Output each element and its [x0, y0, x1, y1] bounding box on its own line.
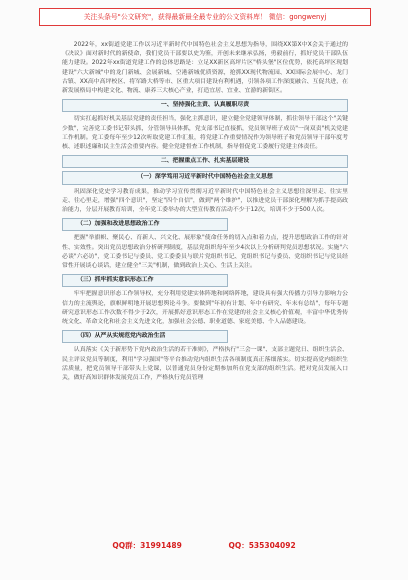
promo-banner: 关注头条号"公文研究"，获得最新最全最专业的公文资料库！ 微信：gongwenyj [39, 8, 371, 26]
subsection-heading-3: （三）抓牢抓实意识形态工作 [62, 274, 228, 287]
paragraph-political-life: 认真落实《关于新形势下党内政治生活的若干准则》，严格执行"三会一课"、支部主题党日、组织生活会、民主评议党员等制度，利用"学习强国"等平台推动党内组织生活各项制度真正落细落实。切实提高党内组织生活质量，把党员领导干部带头上党课，以普通党员身份定期参加所在党支部的组织生活。把对党员发展入口关，做好高知识群体发展党员工作，严格执行党员管理 [62, 347, 348, 382]
paragraph-ideology: 牢牢把握意识形态工作领导权，充分利用党建实体阵地和网络阵地，建设具有强大传播力引导力影响力公信力的主流舆论，旗帜鲜明地开展思想舆论斗争。要做到"年初有计划、年中有研究、年末有总结"，每年专题研究意识形态工作次数不得少于2次，开展抓好意识形态工作在党建的社会主义核心价值观，丰富中华优秀传统文化、革命文化和社会主义先进文化，加强社会公德、职业道德、家庭美德、个人品德建设。 [62, 291, 348, 326]
paragraph-intro: 2022年，xx街道党建工作以习近平新时代中国特色社会主义思想为指导，围绕XX第X中X会关于通过的《决议》面对新时代的新使命，我们党员干部要以史为鉴，开创未来继承弘扬，勇毅前行，抓好党员干部队伍能力建设。2022年xx街道党建工作的总体思路是：立足XX新区高坪片区"桥头堡"区位优势，依托高坪区现划建设"六大新城"中的龙门新城、会展新城、空港新城优质资源，抢抓XX现代物流园、XX国际会展中心、龙门古镇、XX高中高坪校区、将军路大桥等市、区重大项目建设有利机遇，引领各项工作深度融合、互促共进，在新发展格局中构建文化、物流、康养三大核心产业，打造宜居、宜业、宜游的新街区。 [62, 42, 348, 95]
contact-footer [0, 540, 408, 551]
qq-group: QQ群：31991489 [112, 541, 182, 550]
document-body [62, 41, 348, 383]
section-heading-2: 二、把握重点工作、扎实基层建设 [62, 155, 348, 168]
section-heading-1: 一、坚持强化主责、认真履职尽责 [62, 99, 348, 112]
paragraph-responsibility: 切实扛起抓好机关基层党建的责任担当，强化主抓意识，建立健全党建领导体制，抓住领导干部这个"关键少数"，完善党工委书记带头抓，分管领导具体抓，党支部书记直接抓，党员领导班子成员"一岗双责"机关党建工作机制。党工委每年至少12次听取党建工作汇报，将党建工作重要情况作为领导班子和党员领导干部年度考核、述职述廉和民主生活会重要内容。健全党建督查工作机制，指导督促党工委履行党建主体责任。 [62, 116, 348, 151]
subsection-heading-1: （一）深学笃用习近平新时代中国特色社会主义思想 [62, 171, 348, 184]
subsection-heading-4: （四）从严从实规范党内政治生活 [62, 330, 228, 343]
paragraph-study: 巩固深化党史学习教育成果，推动学习宣传贯彻习近平新时代中国特色社会主义思想往深里走、往实里走、往心里走，增强"四个意识"，坚定"四个自信"，做到"两个维护"，以推进党员干部深化理解为抓手提高政治能力，分层开展教育培训，全年党工委举办的大型宣传教育活动不少于12次，培训不少于500人次。 [62, 188, 348, 214]
qq-number: QQ：535304092 [228, 541, 296, 550]
paragraph-ideological-work: 把握"举旗帜、聚民心、育新人、兴文化、展形象"使命任务的切入点和着力点，提升思想政治工作的针对性、实效性。突出党员思想政治分析研判制度，基层党组织每年至少4次以上分析研判党员思想状况。实施"六必谈"六必访"，党工委书记与委员、党工委委员与联片党组织书记、党组织书记与委员、党组织书记与党员经常性开展谈心谈话，建立健全"三关"机制，做到政治上关心、生活上关注。 [62, 235, 348, 270]
subsection-heading-2: （二）加强和改进思想政治工作 [62, 218, 228, 231]
